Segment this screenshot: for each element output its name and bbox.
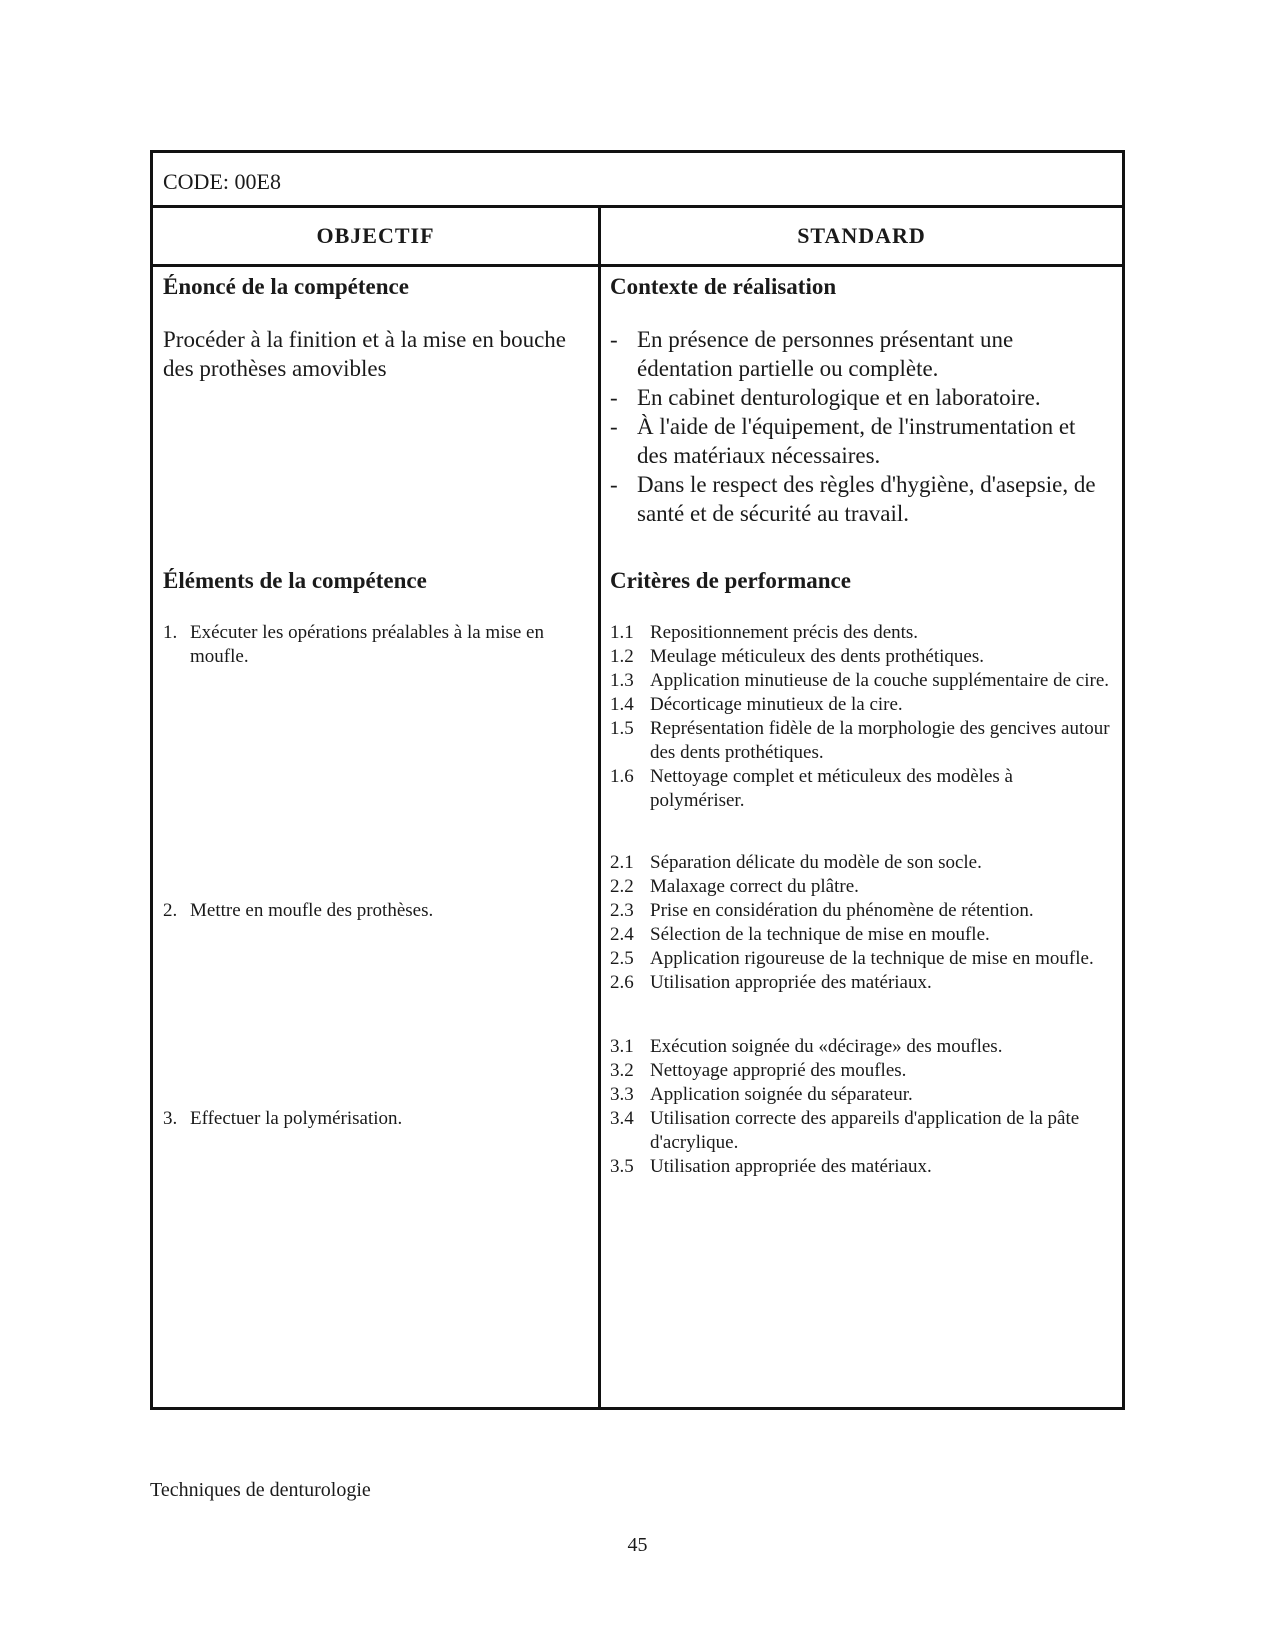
critere-item: 3.3 Application soignée du séparateur. <box>610 1084 913 1105</box>
standard-header: STANDARD <box>797 223 926 248</box>
critere-item: 2.4 Sélection de la technique de mise en moufle. <box>610 924 990 945</box>
critere-item: 1.1 Repositionnement précis des dents. <box>610 622 919 643</box>
criteres-title: Critères de performance <box>610 568 851 593</box>
critere-item: 3.2 Nettoyage approprié des moufles. <box>610 1060 907 1081</box>
critere-item: 3.5 Utilisation appropriée des matériaux. <box>610 1156 932 1177</box>
element-item: 2. Mettre en moufle des prothèses. <box>163 900 434 921</box>
contexte-item: - À l'aide de l'équipement, de l'instrumentation et des matériaux nécessaires. <box>610 414 1076 468</box>
footer-text: Techniques de denturologie <box>150 1479 371 1501</box>
critere-item: 1.6 Nettoyage complet et méticuleux des modèles à polymériser. <box>610 766 1013 811</box>
contexte-item: - En présence de personnes présentant une édentation partielle ou complète. <box>610 327 1014 381</box>
critere-item: 1.3 Application minutieuse de la couche supplémentaire de cire. <box>610 670 1109 691</box>
code-label: CODE: 00E8 <box>153 153 1122 208</box>
objectif-header: OBJECTIF <box>316 223 435 248</box>
critere-item: 2.1 Séparation délicate du modèle de son socle. <box>610 852 982 873</box>
contexte-list <box>610 325 1110 528</box>
critere-item: 2.2 Malaxage correct du plâtre. <box>610 876 859 897</box>
enonce-text: Procéder à la finition et à la mise en bouche des prothèses amovibles <box>163 327 566 381</box>
critere-item: 2.5 Application rigoureuse de la technique de mise en moufle. <box>610 948 1094 969</box>
contexte-title: Contexte de réalisation <box>610 274 837 299</box>
critere-item: 3.1 Exécution soignée du «décirage» des moufles. <box>610 1036 1003 1057</box>
enonce-title: Énoncé de la compétence <box>163 274 409 299</box>
element-item: 3. Effectuer la polymérisation. <box>163 1108 403 1129</box>
critere-item: 1.4 Décorticage minutieux de la cire. <box>610 694 903 715</box>
critere-item: 2.3 Prise en considération du phénomène de rétention. <box>610 900 1034 921</box>
critere-item: 1.2 Meulage méticuleux des dents prothétiques. <box>610 646 984 667</box>
page-number: 45 <box>627 1534 648 1556</box>
column-divider <box>598 208 601 1407</box>
header-divider <box>153 264 1122 267</box>
competency-table <box>150 150 1125 1410</box>
criteres-group-2 <box>610 851 1110 995</box>
critere-item: 3.4 Utilisation correcte des appareils d'application de la pâte d'acrylique. <box>610 1108 1080 1153</box>
contexte-item: - Dans le respect des règles d'hygiène, d'asepsie, de santé et de sécurité au travail. <box>610 472 1096 526</box>
element-item: 1. Exécuter les opérations préalables à la mise en moufle. <box>163 622 544 667</box>
elements-title: Éléments de la compétence <box>163 568 427 593</box>
critere-item: 1.5 Représentation fidèle de la morphologie des gencives autour des dents prothétiques. <box>610 718 1110 763</box>
critere-item: 2.6 Utilisation appropriée des matériaux. <box>610 972 932 993</box>
contexte-item: - En cabinet denturologique et en laboratoire. <box>610 385 1041 410</box>
criteres-group-1 <box>610 621 1110 813</box>
criteres-group-3 <box>610 1035 1110 1179</box>
